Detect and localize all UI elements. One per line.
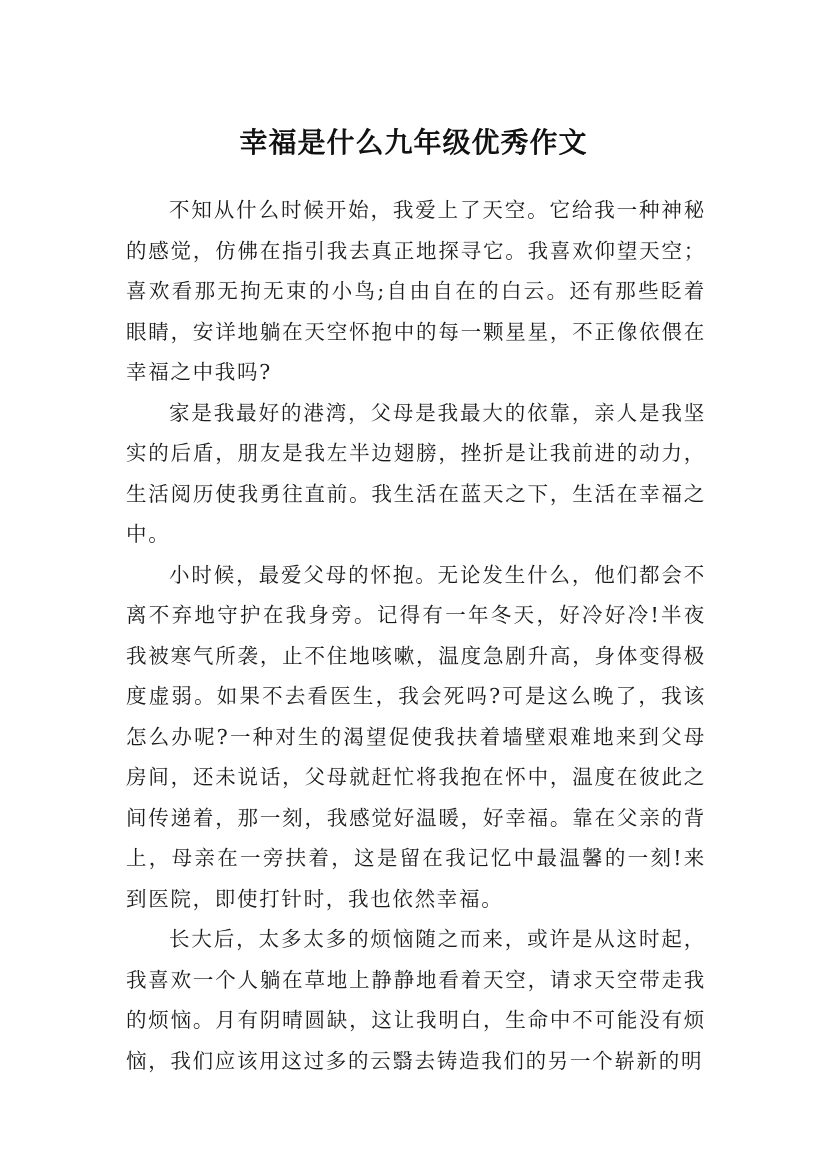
paragraph-1: 不知从什么时候开始，我爱上了天空。它给我一种神秘的感觉，仿佛在指引我去真正地探寻它。我喜欢仰望天空；喜欢看那无拘无束的小鸟;自由自在的白云。还有那些眨着眼睛，安详地躺在天空怀抱中的每一颗星星，不正像依偎在幸福之中我吗? (126, 198, 706, 384)
document-title: 幸福是什么九年级优秀作文 (239, 125, 588, 159)
paragraph-3: 小时候，最爱父母的怀抱。无论发生什么，他们都会不离不弃地守护在我身旁。记得有一年冬天，好冷好冷!半夜我被寒气所袭，止不住地咳嗽，温度急剧升高，身体变得极度虚弱。如果不去看医生，我会死吗?可是这么晚了，我该怎么办呢?一种对生的渴望促使我扶着墙壁艰难地来到父母房间，还未说话，父母就赶忙将我抱在怀中，温度在彼此之间传递着，那一刻，我感觉好温暖，好幸福。靠在父亲的背上，母亲在一旁扶着，这是留在我记忆中最温馨的一刻!来到医院，即使打针时，我也依然幸福。 (126, 562, 706, 911)
paragraph-2: 家是我最好的港湾，父母是我最大的依靠，亲人是我坚实的后盾，朋友是我左半边翅膀，挫折是让我前进的动力，生活阅历使我勇往直前。我生活在蓝天之下，生活在幸福之中。 (126, 400, 706, 546)
paragraph-4: 长大后，太多太多的烦恼随之而来，或许是从这时起，我喜欢一个人躺在草地上静静地看着天空，请求天空带走我的烦恼。月有阴晴圆缺，这让我明白，生命中不可能没有烦恼，我们应该用这过多的云翳去铸造我们的另一个崭新的明 (126, 927, 706, 1073)
document-body (126, 190, 706, 1081)
